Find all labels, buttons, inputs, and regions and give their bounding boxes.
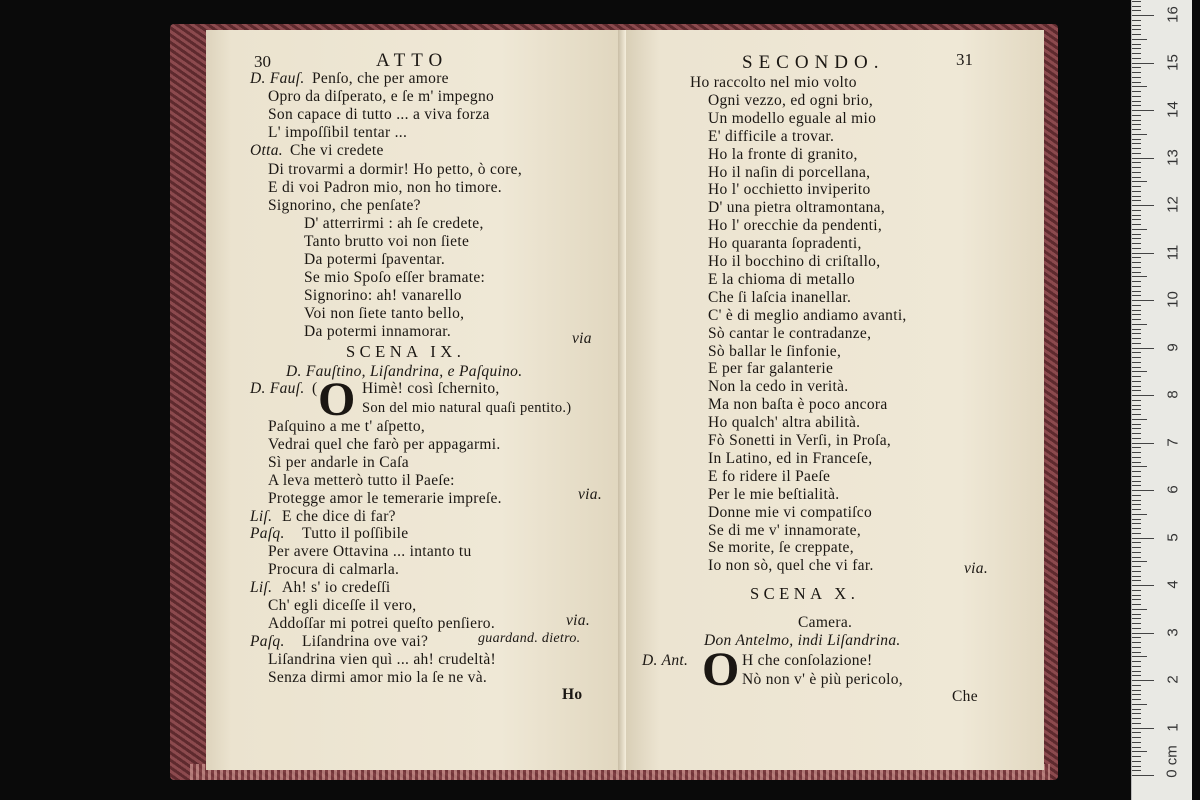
ruler-label: 0 cm	[1163, 745, 1181, 778]
speaker-antelmo: D. Ant.	[642, 652, 689, 669]
ruler-label: 10	[1164, 291, 1182, 308]
ruler-tick	[1132, 295, 1141, 296]
ruler-tick	[1132, 466, 1147, 467]
stage-direction-via-2: via.	[578, 486, 603, 503]
ruler-tick	[1132, 690, 1141, 691]
ruler-tick	[1132, 215, 1141, 216]
ruler-tick	[1132, 485, 1141, 486]
ruler-tick	[1132, 110, 1154, 111]
ruler-tick	[1132, 609, 1147, 610]
ruler-tick	[1132, 58, 1141, 59]
ruler-tick	[1132, 433, 1141, 434]
verse-line: Non la cedo in verità.	[708, 378, 849, 396]
ruler-tick	[1132, 39, 1147, 40]
dropcap-line-right-1: H che conſolazione!	[742, 652, 873, 669]
verse-line: Tutto il poſſibile	[302, 525, 409, 543]
ruler-tick	[1132, 766, 1141, 767]
ruler-tick	[1132, 101, 1141, 102]
ruler-tick	[1132, 552, 1141, 553]
speaker-label: D. Fauſ.	[250, 70, 305, 87]
ruler-tick	[1132, 272, 1141, 273]
ruler-tick	[1132, 599, 1141, 600]
ruler-tick	[1132, 191, 1141, 192]
dropcap-line-right-2: Nò non v' è più pericolo,	[742, 671, 903, 688]
ruler-tick	[1132, 652, 1141, 653]
dropcap-line-2: Son del mio natural quaſi pentito.)	[362, 400, 572, 416]
ruler-tick	[1132, 457, 1141, 458]
ruler-tick	[1132, 557, 1141, 558]
verse-line: Ho l' occhietto inviperito	[708, 181, 871, 199]
verse-line: Sò ballar le ſinfonie,	[708, 342, 842, 360]
verse-line: Ho la fronte di granito,	[708, 145, 858, 163]
ruler-label: 5	[1164, 532, 1182, 542]
verse-line: Ho qualch' altra abilità.	[708, 414, 861, 432]
verse-line: Se morite, ſe creppate,	[708, 539, 854, 557]
ruler-label: 9	[1164, 342, 1182, 352]
ruler-tick	[1132, 642, 1141, 643]
ruler-tick	[1132, 25, 1141, 26]
ruler-tick	[1132, 172, 1141, 173]
ruler-tick	[1132, 343, 1141, 344]
ruler-tick	[1132, 443, 1154, 444]
scene-location: Camera.	[798, 614, 853, 631]
ruler-tick	[1132, 713, 1141, 714]
ruler-tick	[1132, 481, 1141, 482]
verse-line: Ch' egli diceſſe il vero,	[268, 597, 417, 614]
verse-line: Se mio Spoſo eſſer bramate:	[304, 269, 486, 287]
ruler-tick	[1132, 20, 1141, 21]
catchword-right: Che	[952, 688, 978, 705]
verse-line: Protegge amor le temerarie impreſe.	[268, 489, 502, 507]
verse-line: Un modello eguale al mio	[708, 109, 877, 127]
ruler-tick	[1132, 286, 1141, 287]
running-header-left: ATTO	[376, 50, 449, 71]
ruler-tick	[1132, 386, 1141, 387]
ruler-tick	[1132, 210, 1141, 211]
ruler-tick	[1132, 153, 1141, 154]
ruler-tick	[1132, 72, 1141, 73]
ruler-tick	[1132, 528, 1141, 529]
ruler-tick	[1132, 571, 1141, 572]
verse-line: Che ſi laſcia inanellar.	[708, 288, 852, 306]
ruler-tick	[1132, 371, 1147, 372]
speaker-label: Otta.	[250, 142, 283, 160]
ruler-tick	[1132, 471, 1141, 472]
verse-line: Liſandrina ove vai?	[302, 632, 429, 650]
ruler-tick	[1132, 67, 1141, 68]
verse-line: Da potermi innamorar.	[304, 323, 452, 341]
ruler-tick	[1132, 685, 1141, 686]
ruler-tick	[1132, 219, 1141, 220]
ruler-tick	[1132, 352, 1141, 353]
ruler-tick	[1132, 500, 1141, 501]
page-number-left: 30	[254, 52, 271, 71]
ruler-tick	[1132, 637, 1141, 638]
ruler-tick	[1132, 395, 1154, 396]
ruler-tick	[1132, 158, 1154, 159]
ruler-tick	[1132, 357, 1141, 358]
ruler-tick	[1132, 310, 1141, 311]
ruler-tick	[1132, 770, 1141, 771]
ruler-tick	[1132, 6, 1141, 7]
ruler-tick	[1132, 585, 1154, 586]
ruler-tick	[1132, 452, 1141, 453]
ruler-tick	[1132, 709, 1141, 710]
ruler-tick	[1132, 257, 1141, 258]
ruler-tick	[1132, 367, 1141, 368]
ruler-tick	[1132, 405, 1141, 406]
ruler-tick	[1132, 476, 1141, 477]
ruler-tick	[1132, 519, 1141, 520]
verse-line: Sò cantar le contradanze,	[708, 324, 872, 342]
ruler-tick	[1132, 319, 1141, 320]
ruler-label: 1	[1164, 722, 1182, 732]
ruler-tick	[1132, 262, 1141, 263]
scene-title-ix: SCENA IX.	[346, 342, 466, 361]
ruler-tick	[1132, 186, 1141, 187]
verse-line: Se di me v' innamorate,	[708, 521, 862, 539]
ruler-tick	[1132, 533, 1141, 534]
ruler-label: 16	[1164, 6, 1182, 23]
ruler-tick	[1132, 276, 1147, 277]
verse-line: Voi non ſiete tanto bello,	[304, 305, 465, 323]
verse-line: Donne mie vi compatiſco	[708, 503, 873, 521]
speaker-label: Liſ.	[250, 579, 273, 597]
stage-direction-via-3: via.	[566, 612, 591, 629]
ruler-tick	[1132, 628, 1141, 629]
ruler-tick	[1132, 362, 1141, 363]
scene-cast-ix: D. Fauſtino, Liſandrina, e Paſquino.	[286, 363, 523, 380]
ruler-tick	[1132, 348, 1154, 349]
ruler-tick	[1132, 143, 1141, 144]
ruler-tick	[1132, 333, 1141, 334]
verse-line: Penſo, che per amore	[312, 70, 449, 87]
drop-capital-o: O	[318, 373, 356, 426]
ruler-tick	[1132, 414, 1141, 415]
verse-line: Signorino: ah! vanarello	[304, 287, 462, 305]
ruler-tick	[1132, 281, 1141, 282]
verse-line: A leva metterò tutto il Paeſe:	[268, 471, 455, 489]
ruler-tick	[1132, 504, 1141, 505]
ruler-tick	[1132, 647, 1141, 648]
verse-line: D' una pietra oltramontana,	[708, 199, 886, 217]
ruler-tick	[1132, 167, 1141, 168]
ruler-tick	[1132, 91, 1141, 92]
ruler-tick	[1132, 542, 1141, 543]
ruler-tick	[1132, 728, 1154, 729]
verse-line: E' difficile a trovar.	[708, 127, 835, 145]
ruler-tick	[1132, 134, 1147, 135]
verse-line: Procura di calmarla.	[268, 561, 400, 579]
ruler-tick	[1132, 618, 1141, 619]
verse-line: D' atterrirmi : ah ſe credete,	[304, 214, 484, 232]
ruler-tick	[1132, 547, 1141, 548]
ruler-tick	[1132, 229, 1147, 230]
verse-line: Da potermi ſpaventar.	[304, 251, 446, 268]
drop-capital-o-right: O	[702, 643, 740, 696]
verse-line: Opro da diſperato, e ſe m' impegno	[268, 88, 495, 106]
ruler-tick	[1132, 495, 1141, 496]
ruler-tick	[1132, 614, 1141, 615]
verse-line: In Latino, ed in Franceſe,	[708, 449, 873, 467]
ruler-tick	[1132, 723, 1141, 724]
ruler-tick	[1132, 177, 1141, 178]
stage-direction-via-right: via.	[964, 560, 989, 577]
verse-line: Ho l' orecchie da pendenti,	[708, 217, 883, 235]
ruler-tick	[1132, 566, 1141, 567]
ruler-tick	[1132, 509, 1141, 510]
verse-line: Liſandrina vien quì ... ah! crudeltà!	[268, 650, 497, 668]
verse-line: Ho il bocchino di criſtallo,	[708, 253, 881, 270]
ruler-tick	[1132, 63, 1154, 64]
ruler-tick	[1132, 747, 1141, 748]
ruler-tick	[1132, 381, 1141, 382]
ruler-tick	[1132, 234, 1141, 235]
ruler-tick	[1132, 390, 1141, 391]
verse-line: Ma non baſta è poco ancora	[708, 396, 888, 414]
ruler-tick	[1132, 148, 1141, 149]
verse-line: Tanto brutto voi non ſiete	[304, 232, 470, 250]
ruler-tick	[1132, 115, 1141, 116]
ruler-tick	[1132, 15, 1154, 16]
ruler-tick	[1132, 523, 1141, 524]
stage-direction-via: via	[572, 330, 592, 347]
ruler-tick	[1132, 124, 1141, 125]
scene-cast-x: Don Antelmo, indi Liſandrina.	[704, 632, 901, 649]
ruler-tick	[1132, 200, 1141, 201]
ruler-tick	[1132, 376, 1141, 377]
ruler-tick	[1132, 324, 1147, 325]
ruler-tick	[1132, 561, 1147, 562]
ruler-tick	[1132, 120, 1141, 121]
ruler-tick	[1132, 732, 1141, 733]
verse-line: Son capace di tutto ... a viva forza	[268, 106, 490, 124]
ruler-tick	[1132, 329, 1141, 330]
ruler-tick	[1132, 761, 1141, 762]
verse-line: E per far galanterie	[708, 360, 834, 378]
ruler-label: 11	[1164, 244, 1182, 260]
verse-line: C' è di meglio andiamo avanti,	[708, 306, 907, 324]
verse-line: Addoſſar mi potrei queſto penſiero.	[268, 614, 496, 632]
left-page	[206, 30, 626, 770]
ruler-tick	[1132, 29, 1141, 30]
verse-line: Ogni vezzo, ed ogni brio,	[708, 91, 874, 109]
verse-line: E che dice di far?	[282, 507, 396, 525]
ruler-tick	[1132, 77, 1141, 78]
ruler-tick	[1132, 704, 1147, 705]
ruler-tick	[1132, 694, 1141, 695]
ruler-tick	[1132, 196, 1141, 197]
ruler-tick	[1132, 675, 1141, 676]
ruler-tick	[1132, 34, 1141, 35]
ruler-tick	[1132, 96, 1141, 97]
ruler-label: 2	[1164, 675, 1182, 684]
verse-line: Per avere Ottavina ... intanto tu	[268, 543, 472, 561]
ruler-label: 13	[1164, 148, 1182, 166]
verse-line: Di trovarmi a dormir! Ho petto, ò core,	[268, 160, 523, 178]
page-number-right: 31	[956, 50, 973, 69]
ruler-tick	[1132, 53, 1141, 54]
ruler-tick	[1132, 580, 1141, 581]
ruler-label: 3	[1164, 627, 1182, 637]
verse-line: Senza dirmi amor mio la ſe ne và.	[268, 668, 488, 686]
verse-line: L' impoſſibil tentar ...	[268, 124, 408, 142]
ruler-tick	[1132, 248, 1141, 249]
verse-line: Io non sò, quel che vi far.	[708, 557, 874, 575]
stage-direction-guardand: guardand. dietro.	[478, 631, 581, 646]
measuring-ruler	[1131, 0, 1192, 800]
dropcap-line-1: Himè! così ſchernito,	[362, 380, 500, 397]
ruler-label: 12	[1164, 196, 1182, 213]
ruler-tick	[1132, 595, 1141, 596]
ruler-tick	[1132, 267, 1141, 268]
scene-title-x: SCENA X.	[750, 584, 860, 603]
ruler-tick	[1132, 742, 1141, 743]
speaker-faustino: D. Fauſ.	[250, 380, 305, 397]
ruler-tick	[1132, 253, 1154, 254]
ruler-tick	[1132, 590, 1141, 591]
ruler-tick	[1132, 139, 1141, 140]
ruler-label: 7	[1164, 437, 1182, 447]
right-page	[626, 30, 1044, 770]
ruler-label: 8	[1164, 390, 1182, 399]
ruler-tick	[1132, 86, 1147, 87]
ruler-tick	[1132, 633, 1154, 634]
ruler-tick	[1132, 656, 1147, 657]
ruler-tick	[1132, 438, 1141, 439]
ruler-tick	[1132, 181, 1147, 182]
ruler-tick	[1132, 291, 1141, 292]
ruler-label: 14	[1164, 101, 1182, 118]
ruler-tick	[1132, 462, 1141, 463]
ruler-tick	[1132, 243, 1141, 244]
ruler-tick	[1132, 514, 1147, 515]
paren-open: (	[312, 380, 318, 397]
ruler-tick	[1132, 205, 1154, 206]
ruler-tick	[1132, 661, 1141, 662]
ruler-tick	[1132, 699, 1141, 700]
verse-line: Per le mie beſtialità.	[708, 485, 840, 503]
speaker-label: Paſq.	[250, 525, 285, 543]
ruler-label: 15	[1164, 53, 1182, 71]
ruler-tick	[1132, 447, 1141, 448]
ruler-tick	[1132, 604, 1141, 605]
verse-line: Ho il naſin di porcellana,	[708, 163, 871, 181]
ruler-tick	[1132, 751, 1147, 752]
ruler-tick	[1132, 718, 1141, 719]
ruler-tick	[1132, 424, 1141, 425]
running-header-right: SECONDO.	[742, 52, 885, 73]
ruler-tick	[1132, 756, 1141, 757]
speaker-label: Liſ.	[250, 507, 273, 525]
ruler-tick	[1132, 1, 1141, 2]
ruler-tick	[1132, 238, 1141, 239]
ruler-label: 6	[1164, 485, 1182, 494]
verse-line: Che vi credete	[290, 142, 384, 160]
ruler-tick	[1132, 338, 1141, 339]
ruler-tick	[1132, 576, 1141, 577]
ruler-tick	[1132, 737, 1141, 738]
ruler-tick	[1132, 10, 1141, 11]
ruler-tick	[1132, 305, 1141, 306]
ruler-tick	[1132, 666, 1141, 667]
ruler-tick	[1132, 400, 1141, 401]
ruler-label: 4	[1164, 580, 1182, 589]
speaker-label: Paſq.	[250, 632, 285, 650]
verse-line: Signorino, che penſate?	[268, 196, 421, 214]
catchword-left: Ho	[562, 686, 583, 703]
ruler-tick	[1132, 671, 1141, 672]
verse-line: E di voi Padron mio, non ho timore.	[268, 178, 502, 196]
ruler-tick	[1132, 419, 1147, 420]
ruler-tick	[1132, 48, 1141, 49]
ruler-tick	[1132, 428, 1141, 429]
ruler-tick	[1132, 490, 1154, 491]
verse-line: Paſquino a me t' aſpetto,	[268, 418, 426, 435]
ruler-tick	[1132, 314, 1141, 315]
ruler-tick	[1132, 162, 1141, 163]
verse-line: Fò Sonetti in Verſi, in Proſa,	[708, 432, 892, 449]
ruler-tick	[1132, 775, 1154, 776]
ruler-tick	[1132, 129, 1141, 130]
ruler-tick	[1132, 409, 1141, 410]
ruler-tick	[1132, 105, 1141, 106]
ruler-tick	[1132, 538, 1154, 539]
verse-line: Ah! s' io credeſſi	[282, 579, 391, 597]
ruler-tick	[1132, 44, 1141, 45]
ruler-tick	[1132, 224, 1141, 225]
ruler-tick	[1132, 623, 1141, 624]
verse-line: Vedrai quel che farò per appagarmi.	[268, 435, 501, 453]
verse-line: Ho raccolto nel mio volto	[690, 74, 857, 91]
verse-line: Sì per andarle in Caſa	[268, 453, 409, 471]
verse-line: Ho quaranta ſopradenti,	[708, 235, 862, 253]
verse-line: E la chioma di metallo	[708, 270, 855, 288]
ruler-tick	[1132, 82, 1141, 83]
ruler-tick	[1132, 300, 1154, 301]
ruler-tick	[1132, 680, 1154, 681]
verse-line: E fo ridere il Paeſe	[708, 467, 831, 485]
